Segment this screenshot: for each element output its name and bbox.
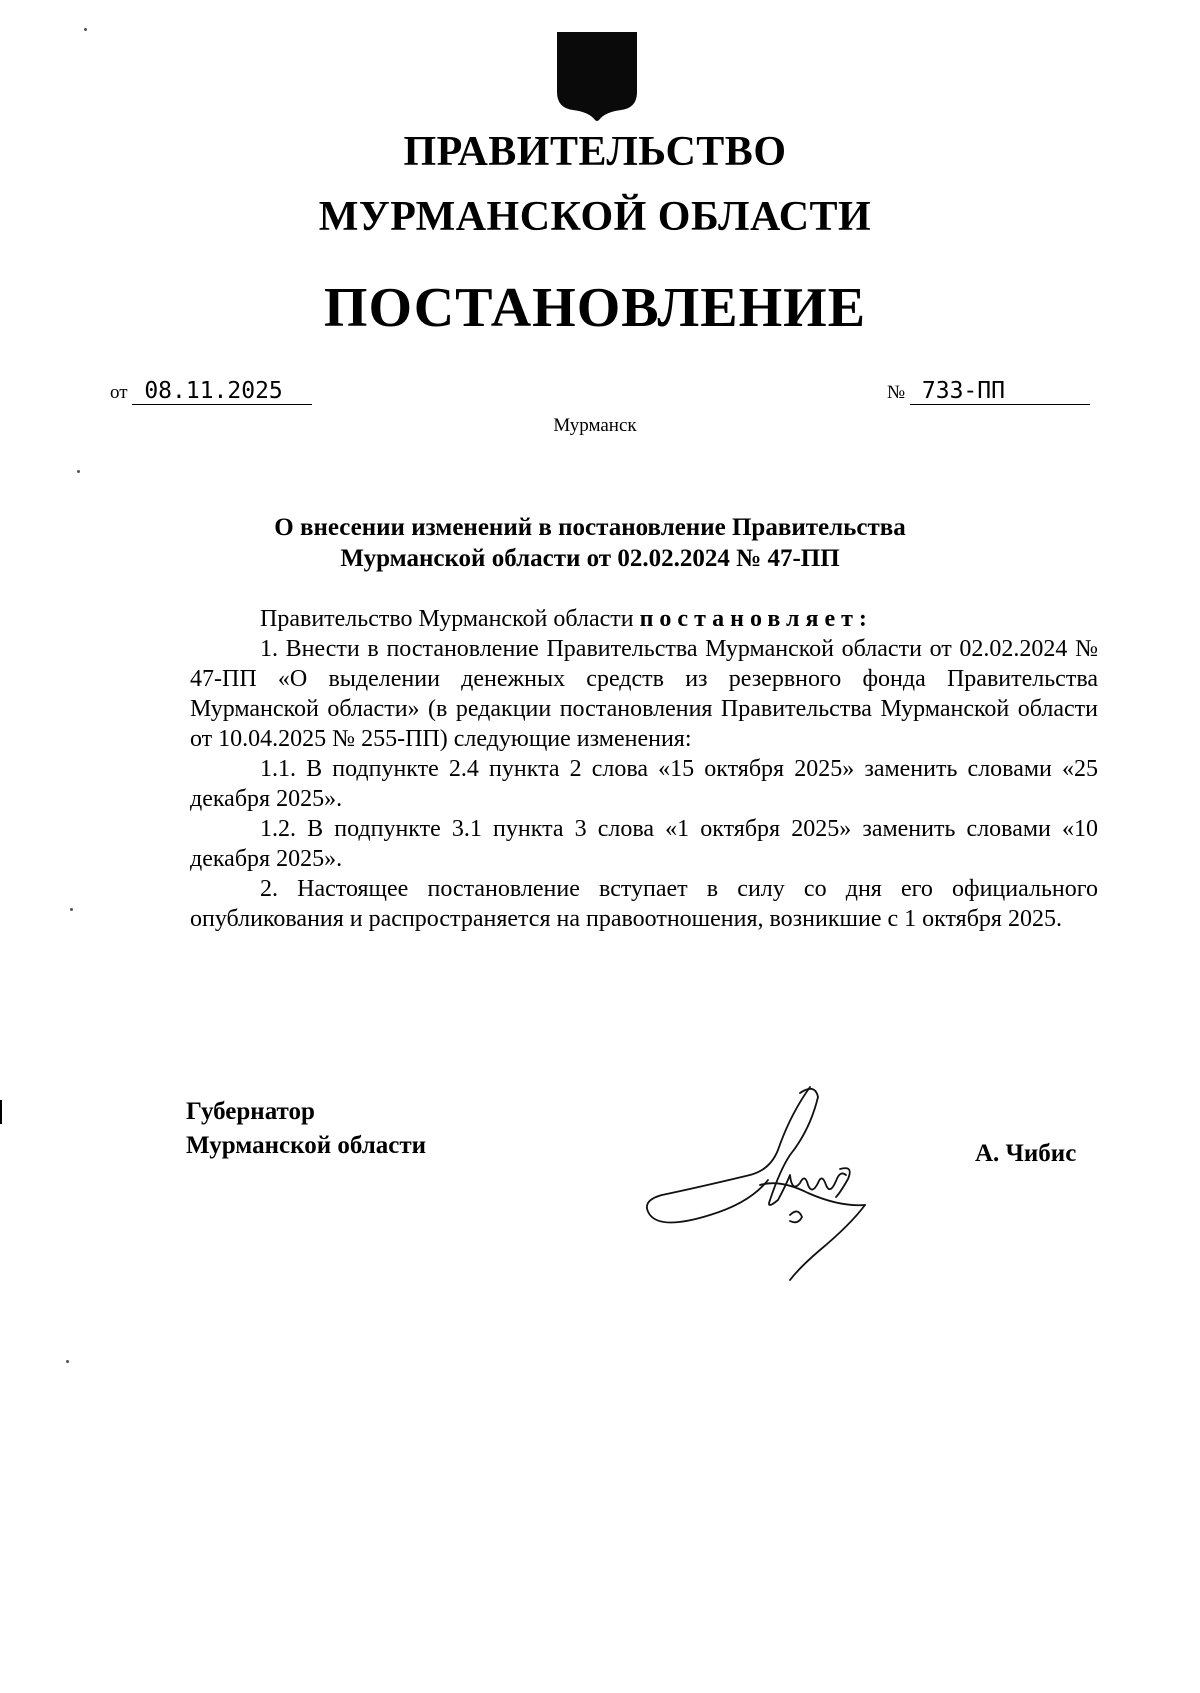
scan-speck bbox=[70, 908, 73, 911]
signatory-name: А. Чибис bbox=[975, 1140, 1077, 1167]
title-line2: Мурманской области от 02.02.2024 № 47-ПП bbox=[340, 545, 840, 572]
signatory-position bbox=[186, 1095, 426, 1163]
number-value: 733-ПП bbox=[910, 378, 1090, 405]
intro-text: Правительство Мурманской области bbox=[260, 606, 640, 632]
paragraph-1-2: 1.2. В подпункте 3.1 пункта 3 слова «1 октября 2025» заменить словами «10 декабря 2025». bbox=[190, 816, 1098, 872]
handwritten-signature bbox=[640, 1075, 890, 1295]
scan-speck bbox=[77, 470, 80, 473]
position-line1: Губернатор bbox=[186, 1098, 315, 1125]
scan-speck bbox=[84, 28, 87, 31]
document-title bbox=[190, 512, 990, 574]
intro-action: постановляет: bbox=[639, 606, 873, 632]
date-prefix: от bbox=[110, 382, 128, 403]
organization-name-line1: ПРАВИТЕЛЬСТВО bbox=[403, 129, 787, 175]
document-body bbox=[190, 604, 1098, 934]
number-prefix: № bbox=[887, 382, 906, 403]
date-value: 08.11.2025 bbox=[132, 378, 312, 405]
coat-of-arms-emblem bbox=[555, 30, 639, 122]
city-name: Мурманск bbox=[553, 415, 637, 436]
title-line1: О внесении изменений в постановление Правительства bbox=[274, 514, 906, 541]
paragraph-2: 2. Настоящее постановление вступает в силу со дня его официального опубликования и распространяется на правоотношения, возникшие с 1 октября 2025. bbox=[190, 876, 1098, 932]
position-line2: Мурманской области bbox=[186, 1132, 427, 1159]
document-date bbox=[110, 378, 312, 405]
scan-speck bbox=[66, 1360, 69, 1363]
intro-paragraph bbox=[190, 604, 1098, 634]
paragraph-1: 1. Внести в постановление Правительства Мурманской области от 02.02.2024 № 47-ПП «О выделении денежных средств из резервного фонда Правительства Мурманской области» (в редакции постановления Правительства Мурманской области от 10.04.2025 № 255-ПП) следующие изменения: bbox=[190, 636, 1098, 752]
scan-edge-mark bbox=[0, 1100, 2, 1124]
document-type: ПОСТАНОВЛЕНИЕ bbox=[323, 277, 867, 339]
document-number bbox=[887, 378, 1090, 405]
paragraph-1-1: 1.1. В подпункте 2.4 пункта 2 слова «15 октября 2025» заменить словами «25 декабря 2025». bbox=[190, 756, 1098, 812]
organization-name-line2: МУРМАНСКОЙ ОБЛАСТИ bbox=[318, 194, 872, 240]
